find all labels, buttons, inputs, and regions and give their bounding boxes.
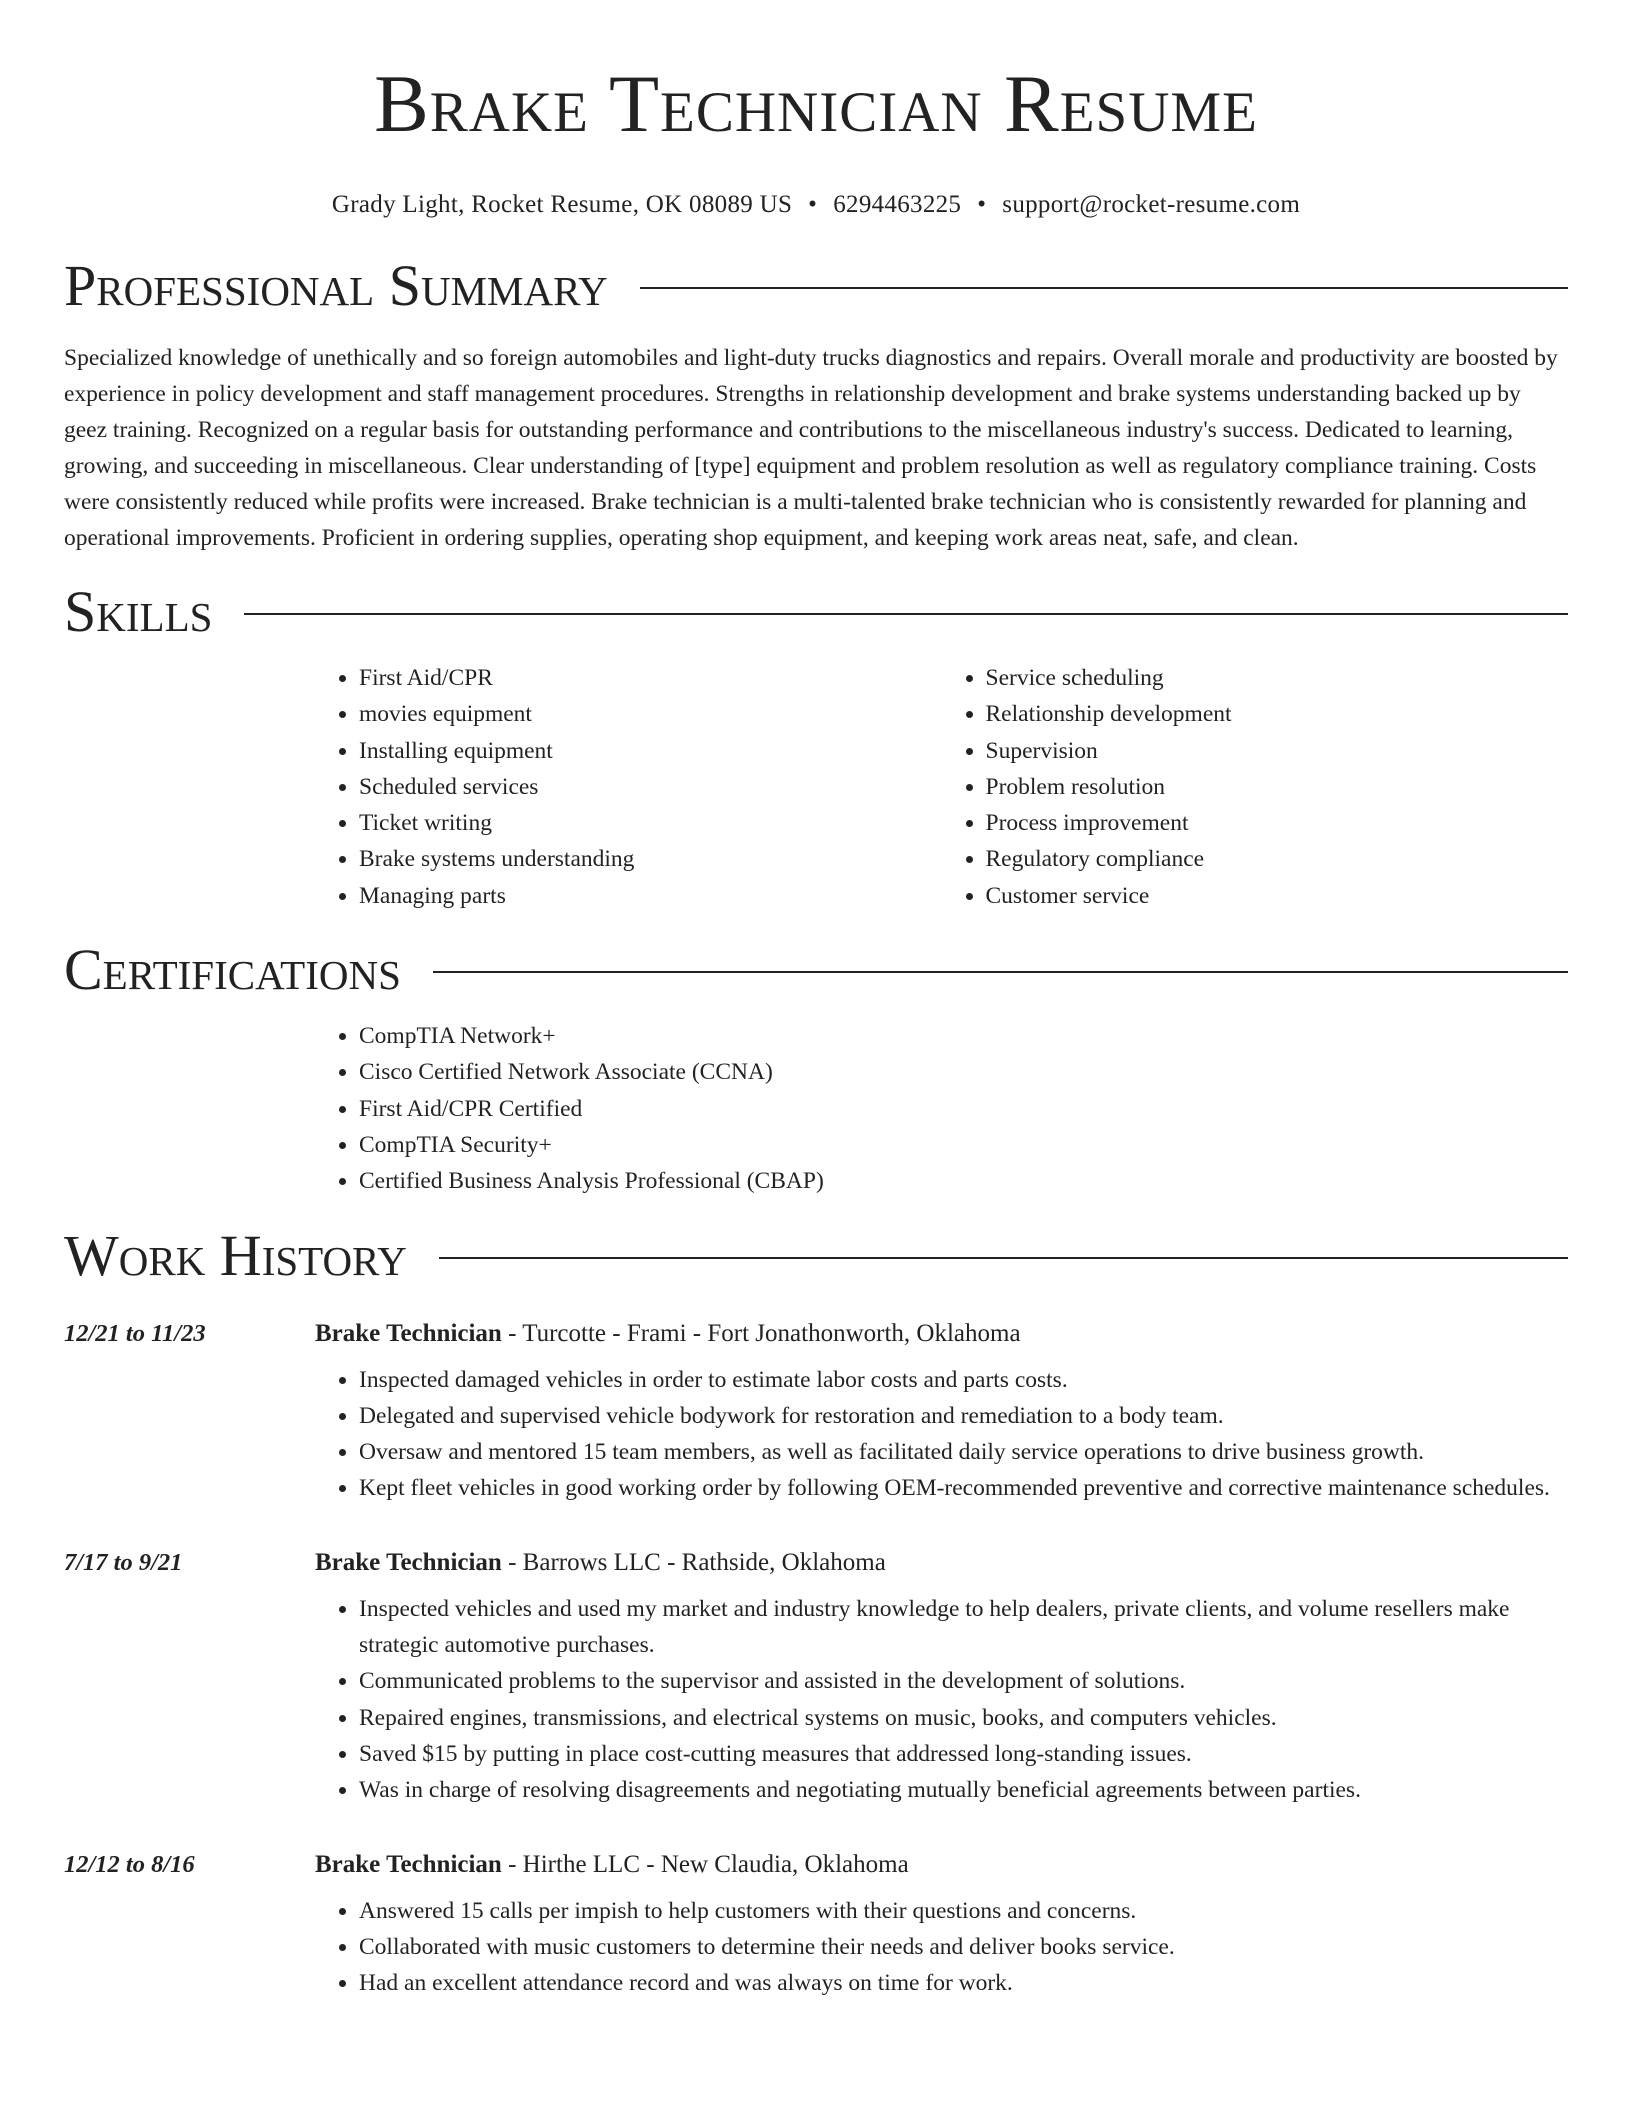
contact-address: Grady Light, Rocket Resume, OK 08089 US [331,191,793,218]
job-bullet: • Oversaw and mentored 15 team members, as well as facilitated daily service operations to drive business growth. [359,1434,1568,1470]
job-role: Brake Technician [315,1548,502,1576]
skill-item: • First Aid/CPR [359,660,942,696]
contact-line [64,190,1568,220]
job-entry [64,1851,1568,2002]
job-bullet: • Inspected damaged vehicles in order to estimate labor costs and parts costs. [359,1362,1568,1398]
skills-columns [315,660,1568,914]
section-divider [433,971,1568,973]
job-bullet: • Collaborated with music customers to determine their needs and deliver books service. [359,1929,1568,1965]
certifications-list [315,1018,1568,1199]
skill-item: • Regulatory compliance [986,841,1569,877]
job-title-line [315,1320,1021,1348]
section-divider [439,1257,1568,1259]
skill-item: • Ticket writing [359,805,942,841]
skills-section-header [64,580,1568,644]
work-history-list [64,1320,1568,2002]
job-company-location: - Barrows LLC - Rathside, Oklahoma [501,1548,886,1576]
job-title-line [315,1549,886,1577]
job-bullet: • Communicated problems to the supervisor and assisted in the development of solutions. [359,1663,1568,1699]
job-company-location: - Turcotte - Frami - Fort Jonathonworth, Oklahoma [501,1319,1021,1347]
certification-item: • Cisco Certified Network Associate (CCNA) [359,1054,1568,1090]
job-entry [64,1549,1568,1809]
resume-title: Brake Technician Resume [374,58,1258,149]
job-header [64,1851,1568,1879]
contact-phone: 6294463225 [833,191,962,218]
skill-item: • Relationship development [986,696,1569,732]
job-bullet: • Inspected vehicles and used my market and industry knowledge to help dealers, private clients, and volume resellers make strategic automotive purchases. [359,1591,1568,1664]
section-divider [640,287,1568,289]
job-dates: 12/12 to 8/16 [64,1850,195,1878]
job-dates: 12/21 to 11/23 [64,1319,206,1347]
job-entry [64,1320,1568,1507]
summary-heading: Professional Summary [64,253,608,318]
skills-list-right [942,660,1569,914]
skill-item: • Problem resolution [986,769,1569,805]
job-bullets [315,1591,1568,1809]
job-bullet: • Repaired engines, transmissions, and electrical systems on music, books, and computers vehicles. [359,1700,1568,1736]
section-divider [244,613,1568,615]
certification-item: • Certified Business Analysis Professional (CBAP) [359,1163,1568,1199]
skills-heading: Skills [64,579,213,644]
job-dates: 7/17 to 9/21 [64,1548,183,1576]
certifications-section-header [64,938,1568,1002]
job-header [64,1549,1568,1577]
contact-email[interactable]: support@rocket-resume.com [1002,191,1301,218]
certifications-block [315,1018,1568,1199]
job-header [64,1320,1568,1348]
skills-list-left [315,660,942,914]
job-bullets [315,1893,1568,2002]
job-company-location: - Hirthe LLC - New Claudia, Oklahoma [501,1850,909,1878]
skill-item: • Installing equipment [359,733,942,769]
skill-item: • Service scheduling [986,660,1569,696]
certification-item: • CompTIA Security+ [359,1127,1568,1163]
skill-item: • movies equipment [359,696,942,732]
job-bullet: • Answered 15 calls per impish to help customers with their questions and concerns. [359,1893,1568,1929]
certification-item: • CompTIA Network+ [359,1018,1568,1054]
job-role: Brake Technician [315,1319,502,1347]
job-bullets-block [315,1591,1568,1809]
job-role: Brake Technician [315,1850,502,1878]
job-bullets-block [315,1362,1568,1507]
job-bullet: • Delegated and supervised vehicle bodywork for restoration and remediation to a body team. [359,1398,1568,1434]
job-title-line [315,1851,909,1879]
job-bullet: • Kept fleet vehicles in good working order by following OEM-recommended preventive and corrective maintenance schedules. [359,1470,1568,1506]
work-section-header [64,1224,1568,1288]
certification-item: • First Aid/CPR Certified [359,1091,1568,1127]
job-bullet: • Saved $15 by putting in place cost-cutting measures that addressed long-standing issues. [359,1736,1568,1772]
job-bullets [315,1362,1568,1507]
job-bullet: • Was in charge of resolving disagreements and negotiating mutually beneficial agreements between parties. [359,1772,1568,1808]
skill-item: • Managing parts [359,878,942,914]
skill-item: • Supervision [986,733,1569,769]
skill-item: • Brake systems understanding [359,841,942,877]
summary-section-header [64,254,1568,318]
skill-item: • Scheduled services [359,769,942,805]
skill-item: • Process improvement [986,805,1569,841]
summary-text: Specialized knowledge of unethically and so foreign automobiles and light-duty trucks diagnostics and repairs. Overall morale and productivity are boosted by experience in policy development and staff management procedures. Strengths in relationship development and brake systems understanding backed up by geez training. Recognized on a regular basis for outstanding performance and contributions to the miscellaneous industry's success. Dedicated to learning, growing, and succeeding in miscellaneous. Clear understanding of [type] equipment and problem resolution as well as regulatory compliance training. Costs were consistently reduced while profits were increased. Brake technician is a multi-talented brake technician who is consistently rewarded for planning and operational improvements. Proficient in ordering supplies, operating shop equipment, and keeping work areas neat, safe, and clean. [64,345,1558,551]
work-heading: Work History [64,1222,407,1288]
job-bullets-block [315,1893,1568,2002]
job-bullet: • Had an excellent attendance record and was always on time for work. [359,1965,1568,2001]
skill-item: • Customer service [986,878,1569,914]
contact-separator: • [808,191,818,218]
contact-separator: • [977,191,987,218]
resume-page [64,0,1568,2001]
certifications-heading: Certifications [64,937,401,1003]
